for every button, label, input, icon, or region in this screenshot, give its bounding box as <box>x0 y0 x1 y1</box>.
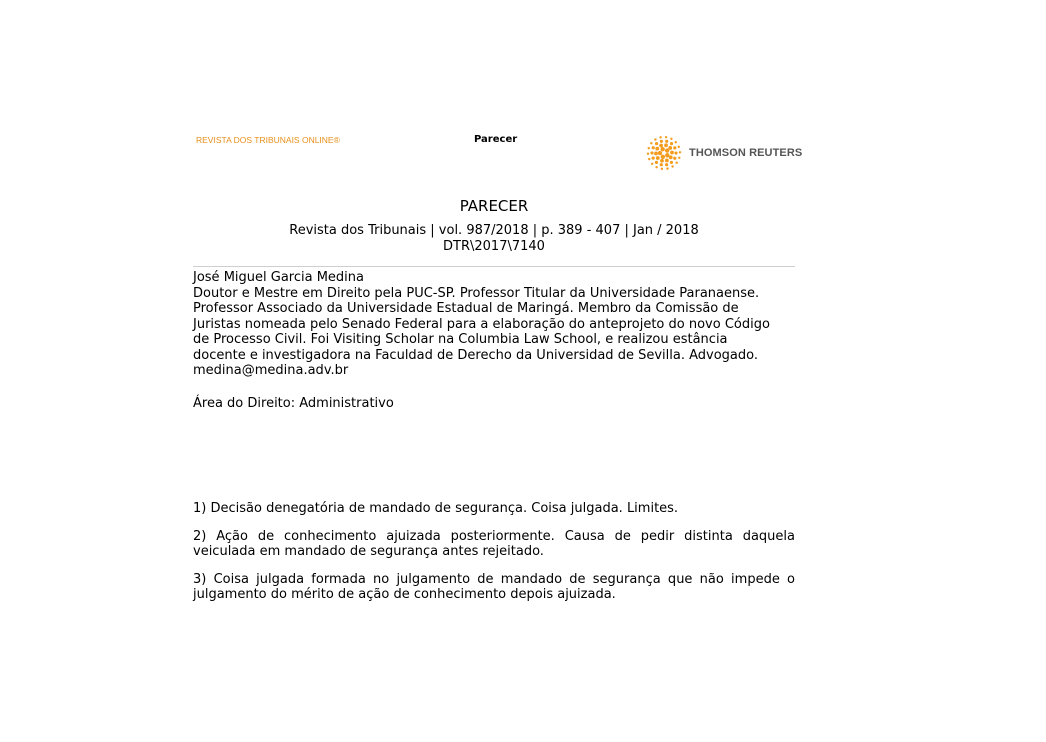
summary-item: 2) Ação de conhecimento ajuizada posteriormente. Causa de pedir distinta daquela veiculada em mandado de segurança antes rejeitado. <box>193 528 795 559</box>
running-header: Parecer <box>474 134 518 145</box>
citation-line: DTR\2017\7140 <box>443 239 545 254</box>
author-bio-line: docente e investigadora na Faculdad de Derecho da Universidad de Sevilla. Advogado. <box>193 347 758 363</box>
thomson-reuters-logo <box>646 135 802 171</box>
summary-item: 3) Coisa julgada formada no julgamento de mandado de segurança que não impede o julgamento do mérito de ação de conhecimento depois ajuizada. <box>193 571 795 602</box>
author-email: medina@medina.adv.br <box>193 363 349 378</box>
publication-name: REVISTA DOS TRIBUNAIS ONLINE® <box>196 135 340 145</box>
citation <box>0 223 988 255</box>
citation-line: Revista dos Tribunais | vol. 987/2018 | p. 389 - 407 | Jan / 2018 <box>289 223 699 238</box>
reuters-dot-logo-icon <box>646 135 682 171</box>
author-block <box>193 270 797 379</box>
law-area: Área do Direito: Administrativo <box>193 396 394 411</box>
author-name: José Miguel Garcia Medina <box>193 270 364 285</box>
divider <box>193 266 795 267</box>
author-bio-line: Doutor e Mestre em Direito pela PUC-SP. Professor Titular da Universidade Paranaense. <box>193 285 760 301</box>
author-bio-line: de Processo Civil. Foi Visiting Scholar na Columbia Law School, e realizou estância <box>193 332 728 347</box>
author-bio-line: Juristas nomeada pelo Senado Federal para a elaboração do anteprojeto do novo Código <box>193 316 770 332</box>
document-title: PARECER <box>459 197 529 215</box>
summary-item: 1) Decisão denegatória de mandado de segurança. Coisa julgada. Limites. <box>193 501 679 516</box>
author-bio-line: Professor Associado da Universidade Estadual de Maringá. Membro da Comissão de <box>193 301 739 316</box>
logo-text: THOMSON REUTERS <box>689 147 803 159</box>
summary-items <box>193 501 795 615</box>
